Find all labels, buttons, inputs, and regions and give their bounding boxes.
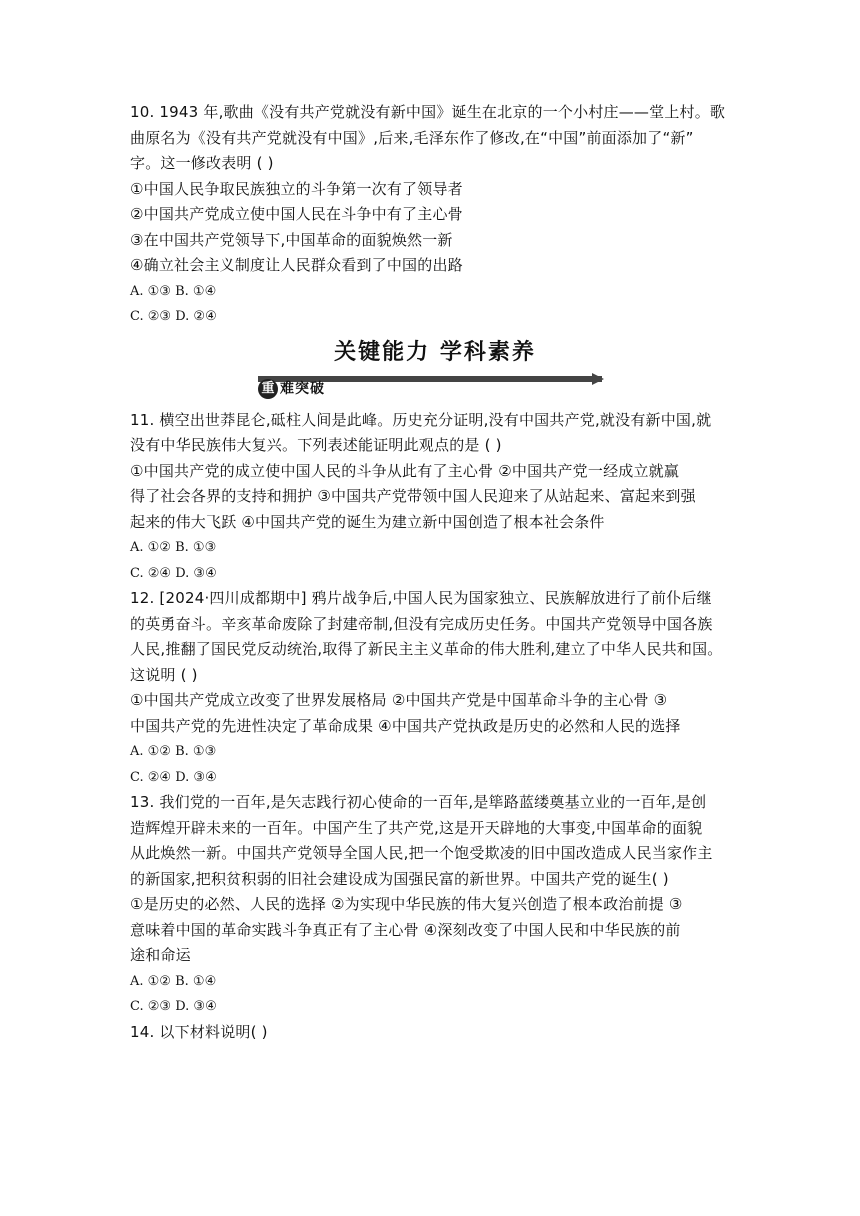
question-text-line: 13. 我们党的一百年,是矢志践行初心使命的一百年,是筚路蓝缕奠基立业的一百年,是创: [130, 793, 707, 811]
question-text-line: 的新国家,把积贫积弱的旧社会建设成为国强民富的新世界。中国共产党的诞生( ): [130, 869, 669, 888]
question-text-line: 意味着中国的革命实践斗争真正有了主心骨 ④深刻改变了中国人民和中华民族的前: [130, 920, 681, 939]
answer-options-row: C. ②③ D. ②④: [130, 309, 217, 324]
answer-options-row: A. ①② B. ①③: [130, 744, 217, 759]
section-banner: [130, 374, 740, 404]
answer-options-row: C. ②④ D. ③④: [130, 769, 217, 785]
question-text-line: 的英勇奋斗。辛亥革命废除了封建帝制,但没有完成历史任务。中国共产党领导中国各族: [130, 614, 713, 633]
question-12: [130, 586, 740, 790]
question-13: [130, 790, 740, 1020]
statement-2: ②中国共产党成立使中国人民在斗争中有了主心骨: [130, 205, 463, 223]
statement-3: ③在中国共产党领导下,中国革命的面貌焕然一新: [130, 230, 453, 249]
question-14: [130, 1020, 740, 1046]
answer-options-row: C. ②④ D. ③④: [130, 565, 217, 581]
question-text-line: 途和命运: [130, 946, 191, 964]
question-11: [130, 408, 740, 587]
question-text-line: 得了社会各界的支持和拥护 ③中国共产党带领中国人民迎来了从站起来、富起来到强: [130, 487, 696, 505]
question-text-line: ①中国共产党的成立使中国人民的斗争从此有了主心骨 ②中国共产党一经成立就赢: [130, 461, 680, 480]
answer-options-row: A. ①③ B. ①④: [130, 283, 217, 299]
question-text-line: 这说明 ( ): [130, 665, 198, 684]
answer-options-row: A. ①② B. ①③: [130, 540, 217, 555]
banner-label: 难突破: [280, 380, 325, 397]
question-text-line: 12. [2024·四川成都期中] 鸦片战争后,中国人民为国家独立、民族解放进行了前仆后继: [130, 589, 712, 607]
question-text-line: 10. 1943 年,歌曲《没有共产党就没有新中国》诞生在北京的一个小村庄——堂上村。歌: [130, 103, 726, 121]
question-text-line: 起来的伟大飞跃 ④中国共产党的诞生为建立新中国创造了根本社会条件: [130, 512, 605, 531]
statement-1: ①中国人民争取民族独立的斗争第一次有了领导者: [130, 179, 463, 198]
answer-options-row: A. ①② B. ①④: [130, 973, 217, 989]
question-text-line: 没有中华民族伟大复兴。下列表述能证明此观点的是 ( ): [130, 436, 502, 454]
worksheet-page: [130, 100, 740, 1045]
statement-4: ④确立社会主义制度让人民群众看到了中国的出路: [130, 256, 463, 274]
question-text-line: 字。这一修改表明 ( ): [130, 154, 274, 172]
question-10: [130, 100, 740, 330]
arrow-right-icon: [592, 373, 604, 385]
badge-icon: 重: [258, 379, 278, 399]
question-text-line: 从此焕然一新。中国共产党领导全国人民,把一个饱受欺凌的旧中国改造成人民当家作主: [130, 844, 713, 862]
question-text-line: ①是历史的必然、人民的选择 ②为实现中华民族的伟大复兴创造了根本政治前提 ③: [130, 895, 683, 913]
question-text-line: 14. 以下材料说明( ): [130, 1022, 268, 1041]
question-text-line: 人民,推翻了国民党反动统治,取得了新民主主义革命的伟大胜利,建立了中华人民共和国。: [130, 640, 723, 658]
answer-options-row: C. ②③ D. ③④: [130, 999, 217, 1014]
question-text-line: 造辉煌开辟未来的一百年。中国产生了共产党,这是开天辟地的大事变,中国革命的面貌: [130, 818, 703, 837]
question-text-line: 中国共产党的先进性决定了革命成果 ④中国共产党执政是历史的必然和人民的选择: [130, 716, 681, 735]
question-text-line: 曲原名为《没有共产党就没有中国》,后来,毛泽东作了修改,在“中国”前面添加了“新”: [130, 128, 694, 147]
question-text-line: ①中国共产党成立改变了世界发展格局 ②中国共产党是中国革命斗争的主心骨 ③: [130, 691, 668, 709]
question-text-line: 11. 横空出世莽昆仑,砥柱人间是此峰。历史充分证明,没有中国共产党,就没有新中国,就: [130, 410, 712, 429]
section-title: 关键能力 学科素养: [334, 339, 536, 365]
